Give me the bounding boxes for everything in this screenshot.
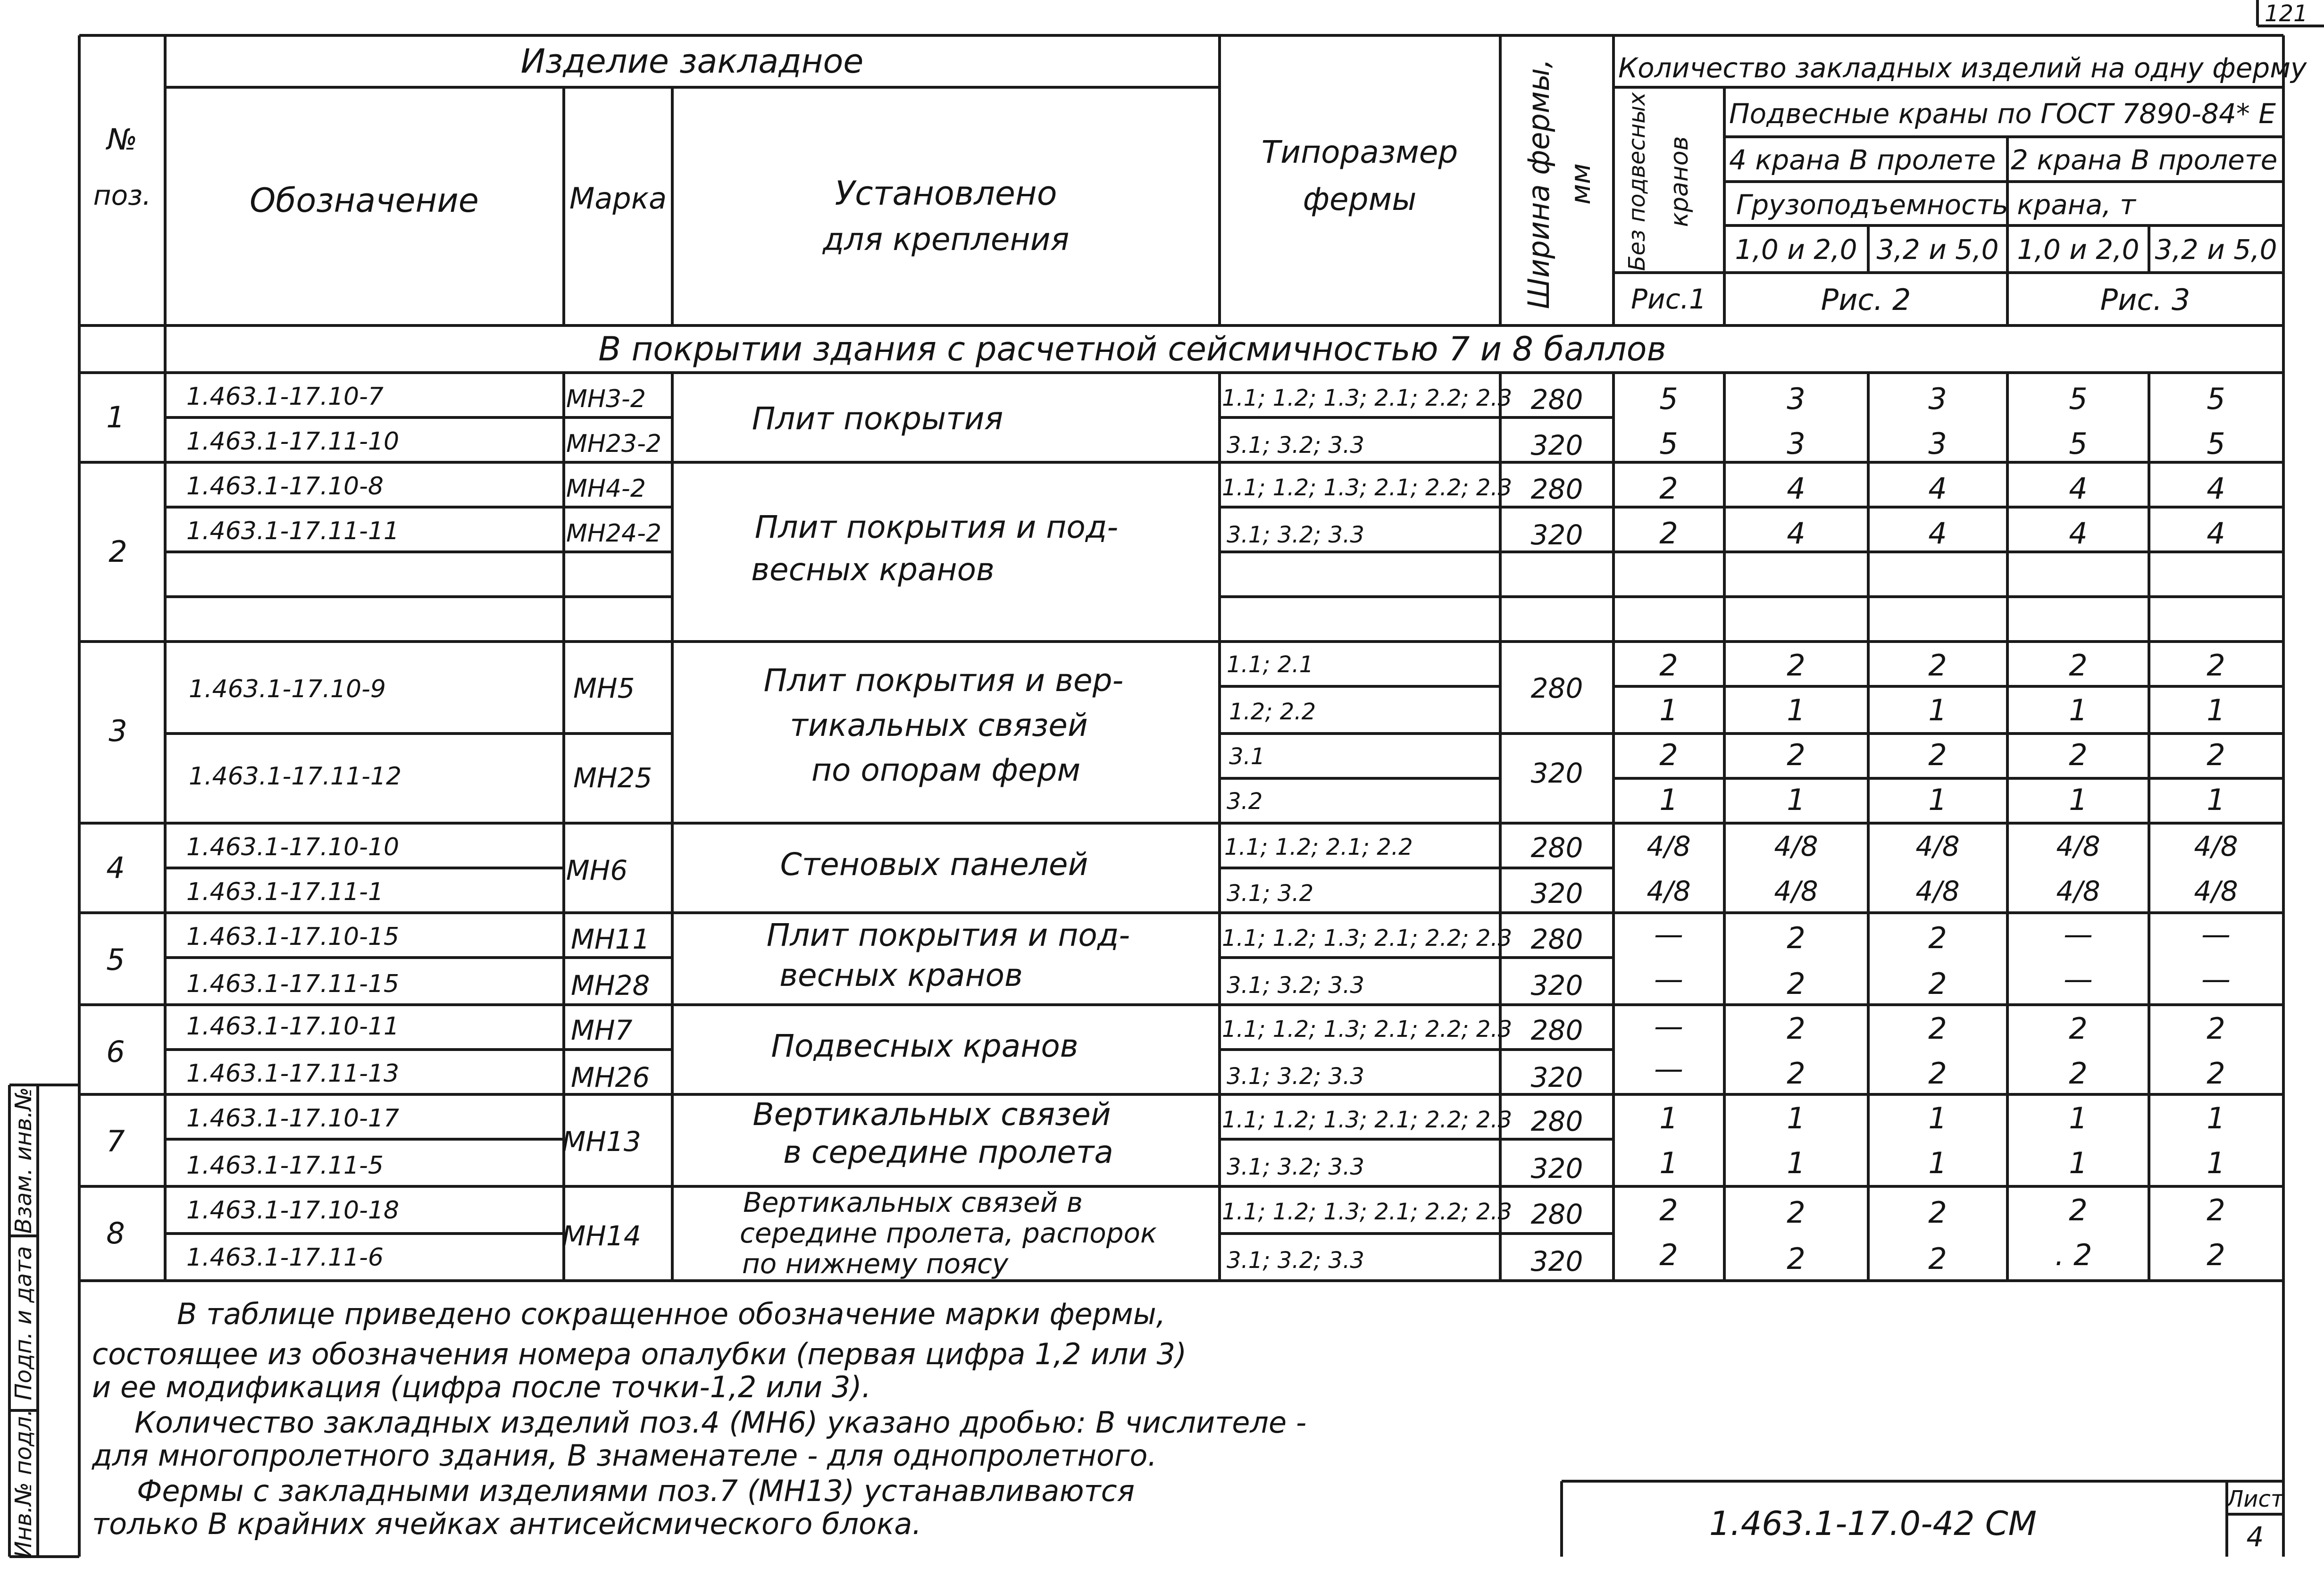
row1-line2-designation: 1.463.1-17.11-10 <box>186 427 400 456</box>
side-stamp-inv: Инв.№ подл. <box>10 1409 37 1558</box>
row1-line2-q3: 3 <box>1928 426 1947 461</box>
note-line5: для многопролетного здания, В знаменателе - для однопролетного. <box>92 1438 1157 1473</box>
row8-line2-q1: 2 <box>1659 1238 1678 1272</box>
row8-line1-q2: 2 <box>1787 1195 1806 1230</box>
row1-line2-mark: МН23-2 <box>566 430 661 458</box>
row8-line2-designation: 1.463.1-17.11-6 <box>186 1243 384 1272</box>
row4-line2-size: 3.1; 3.2 <box>1227 880 1314 907</box>
row5-line2-q4: — <box>2064 962 2093 996</box>
row2-line1-q4: 4 <box>2069 471 2088 506</box>
row5-line2-q2: 2 <box>1787 967 1806 1001</box>
row2-purpose-line1: Плит покрытия и под- <box>754 509 1119 545</box>
row5-line1-q2: 2 <box>1787 921 1806 955</box>
row1-line1-designation: 1.463.1-17.10-7 <box>186 383 384 411</box>
row6-line2-size: 3.1; 3.2; 3.3 <box>1227 1063 1364 1090</box>
row6-line2-designation: 1.463.1-17.11-13 <box>186 1059 400 1088</box>
row6-line2-q3: 2 <box>1928 1056 1947 1091</box>
row8-line1-q1: 2 <box>1659 1193 1678 1227</box>
row2-line2-q2: 4 <box>1787 516 1806 550</box>
row3-b-q1: 1 <box>1659 693 1678 727</box>
header-product-group: Изделие закладное <box>520 42 864 81</box>
header-fig2: Рис. 2 <box>1821 283 1911 317</box>
row1-line1-q2: 3 <box>1787 382 1806 416</box>
header-truss-width-line1: Ширина фермы, <box>1521 58 1556 309</box>
row1-line1-size: 1.1; 1.2; 1.3; 2.1; 2.2; 2.3 <box>1222 385 1513 411</box>
side-stamp-replace: Взам. инв.№ <box>10 1087 37 1234</box>
row7-line1-size: 1.1; 1.2; 1.3; 2.1; 2.2; 2.3 <box>1222 1107 1513 1133</box>
row5-line2-q3: 2 <box>1928 967 1947 1001</box>
row4-line2-q5: 4/8 <box>2194 875 2238 907</box>
row7-line1-q3: 1 <box>1928 1101 1947 1135</box>
row2-line1-q2: 4 <box>1787 471 1806 506</box>
row5-purpose-line1: Плит покрытия и под- <box>766 917 1130 953</box>
row3-c-q2: 2 <box>1787 738 1806 772</box>
row4-line1-q1: 4/8 <box>1647 830 1691 862</box>
row8-line1-designation: 1.463.1-17.10-18 <box>186 1196 400 1225</box>
row3-size-a: 1.1; 2.1 <box>1227 651 1314 678</box>
row5-line2-width: 320 <box>1530 969 1583 1001</box>
row5-line2-designation: 1.463.1-17.11-15 <box>186 970 400 998</box>
row6-line1-width: 280 <box>1530 1014 1583 1046</box>
row8-line2-width: 320 <box>1530 1245 1583 1277</box>
sheet-label: Лист <box>2226 1486 2284 1512</box>
row8-purpose-line3: по нижнему поясу <box>742 1248 1009 1280</box>
row5-line1-q1: — <box>1654 917 1683 951</box>
row6-line2-mark: МН26 <box>571 1061 650 1093</box>
row6-line1-q4: 2 <box>2069 1011 2088 1046</box>
row1-line1-width: 280 <box>1530 384 1583 416</box>
row5-line2-q5: — <box>2201 962 2231 996</box>
row1-line2-q2: 3 <box>1787 426 1806 461</box>
row3-d-q4: 1 <box>2069 783 2088 817</box>
section-title: В покрытии здания с расчетной сейсмичностью 7 и 8 баллов <box>598 330 1666 368</box>
row8-line1-q4: 2 <box>2069 1193 2088 1227</box>
note-line6: Фермы с закладными изделиями поз.7 (МН13) устанавливаются <box>137 1474 1135 1508</box>
row8-line1-q5: 2 <box>2207 1193 2225 1227</box>
row8-line1-q3: 2 <box>1928 1195 1947 1230</box>
row3-size-d: 3.2 <box>1227 788 1263 815</box>
row3-d-q1: 1 <box>1659 783 1678 817</box>
row3-b-q4: 1 <box>2069 693 2088 727</box>
row7-line1-q5: 1 <box>2207 1101 2225 1135</box>
row5-line1-mark: МН11 <box>571 923 650 955</box>
row1-line1-q3: 3 <box>1928 382 1947 416</box>
row7-purpose-line2: в середине пролета <box>783 1134 1113 1170</box>
row7-line2-q2: 1 <box>1787 1146 1806 1180</box>
row5-line2-q1: — <box>1654 962 1683 996</box>
row6-line2-q2: 2 <box>1787 1056 1806 1091</box>
row2-line1-q3: 4 <box>1928 471 1947 506</box>
row7-pos: 7 <box>106 1124 125 1159</box>
row6-pos: 6 <box>106 1034 125 1069</box>
row6-line2-q1: — <box>1654 1051 1683 1086</box>
row6-line1-q1: — <box>1654 1009 1683 1043</box>
row7-line2-q1: 1 <box>1659 1146 1678 1180</box>
row7-line2-designation: 1.463.1-17.11-5 <box>186 1151 384 1180</box>
row2-line1-width: 280 <box>1530 473 1583 505</box>
row7-line1-q4: 1 <box>2069 1101 2088 1135</box>
row8-line2-size: 3.1; 3.2; 3.3 <box>1227 1247 1364 1274</box>
row4-line2-q3: 4/8 <box>1915 875 1960 907</box>
row8-mark: МН14 <box>562 1220 641 1252</box>
row7-line2-size: 3.1; 3.2; 3.3 <box>1227 1154 1364 1180</box>
row3-purpose-line1: Плит покрытия и вер- <box>763 662 1124 699</box>
row6-line1-q3: 2 <box>1928 1011 1947 1046</box>
row4-line2-designation: 1.463.1-17.11-1 <box>186 878 384 906</box>
row6-line2-q5: 2 <box>2207 1056 2225 1091</box>
row5-line2-mark: МН28 <box>571 969 650 1001</box>
row4-purpose-line1: Стеновых панелей <box>780 846 1088 883</box>
row3-a-q2: 2 <box>1787 648 1806 683</box>
row5-line1-q3: 2 <box>1928 921 1947 955</box>
row3-a-q3: 2 <box>1928 648 1947 683</box>
header-num-line2: поз. <box>93 179 151 211</box>
row4-line1-q2: 4/8 <box>1774 830 1818 862</box>
row8-pos: 8 <box>106 1216 125 1251</box>
row2-line1-q1: 2 <box>1659 471 1678 506</box>
header-truss-size-line1: Типоразмер <box>1261 134 1458 170</box>
row1-line1-mark: МН3-2 <box>566 385 646 413</box>
row5-line1-designation: 1.463.1-17.10-15 <box>186 923 400 951</box>
row6-line1-q2: 2 <box>1787 1011 1806 1046</box>
row4-line1-q4: 4/8 <box>2056 830 2100 862</box>
header-fig1: Рис.1 <box>1631 283 1706 315</box>
row6-line1-mark: МН7 <box>571 1014 633 1046</box>
row3-pos: 3 <box>109 714 127 748</box>
row7-line1-width: 280 <box>1530 1105 1583 1137</box>
header-fig3: Рис. 3 <box>2100 283 2190 317</box>
row4-line2-q2: 4/8 <box>1774 875 1818 907</box>
row2-line1-q5: 4 <box>2207 471 2225 506</box>
row6-line2-width: 320 <box>1530 1061 1583 1093</box>
row1-line1-q1: 5 <box>1659 382 1678 416</box>
row1-line2-q5: 5 <box>2207 426 2225 461</box>
row4-line2-q4: 4/8 <box>2056 875 2100 907</box>
header-cap-d: 3,2 и 5,0 <box>2155 233 2277 266</box>
row2-line2-width: 320 <box>1530 519 1583 551</box>
row1-pos: 1 <box>106 400 125 434</box>
row6-line1-size: 1.1; 1.2; 1.3; 2.1; 2.2; 2.3 <box>1222 1016 1513 1042</box>
header-cap-c: 1,0 и 2,0 <box>2017 233 2140 266</box>
row3-c-q5: 2 <box>2207 738 2225 772</box>
row2-line2-q4: 4 <box>2069 516 2088 550</box>
row1-line1-q4: 5 <box>2069 382 2088 416</box>
header-designation: Обозначение <box>250 181 479 220</box>
row8-line2-q4: . 2 <box>2055 1238 2092 1272</box>
row1-line2-q1: 5 <box>1659 426 1678 461</box>
row3-c-q1: 2 <box>1659 738 1678 772</box>
row4-pos: 4 <box>106 851 125 885</box>
row3-d-q5: 1 <box>2207 783 2225 817</box>
row5-purpose-line2: весных кранов <box>779 957 1023 993</box>
row1-line2-width: 320 <box>1530 429 1583 461</box>
row4-line2-q1: 4/8 <box>1647 875 1691 907</box>
row2-line2-designation: 1.463.1-17.11-11 <box>186 517 400 545</box>
row7-line1-q2: 1 <box>1787 1101 1806 1135</box>
row8-purpose-line1: Вертикальных связей в <box>743 1186 1083 1218</box>
header-truss-size-line2: фермы <box>1303 181 1417 217</box>
header-two-cranes: 2 крана В пролете <box>2011 144 2278 176</box>
header-installed-line1: Установлено <box>835 174 1057 213</box>
header-capacity: Грузоподъемность крана, т <box>1736 189 2136 221</box>
row2-purpose-line2: весных кранов <box>751 551 995 588</box>
row3-line2-designation: 1.463.1-17.11-12 <box>189 762 402 791</box>
row8-line2-q5: 2 <box>2207 1238 2225 1272</box>
row4-line2-width: 320 <box>1530 877 1583 909</box>
row3-line1-designation: 1.463.1-17.10-9 <box>189 675 386 703</box>
row3-c-q3: 2 <box>1928 738 1947 772</box>
row3-size-b: 1.2; 2.2 <box>1229 699 1316 725</box>
row7-purpose-line1: Вертикальных связей <box>752 1096 1111 1133</box>
row6-line1-q5: 2 <box>2207 1011 2225 1046</box>
row8-line1-size: 1.1; 1.2; 1.3; 2.1; 2.2; 2.3 <box>1222 1199 1513 1225</box>
row3-b-q5: 1 <box>2207 693 2225 727</box>
row2-line2-size: 3.1; 3.2; 3.3 <box>1227 522 1364 548</box>
row3-a-q1: 2 <box>1659 648 1678 683</box>
row4-line1-size: 1.1; 1.2; 2.1; 2.2 <box>1224 834 1413 860</box>
row6-line1-designation: 1.463.1-17.10-11 <box>186 1012 400 1041</box>
row7-line2-q4: 1 <box>2069 1146 2088 1180</box>
row2-line2-q1: 2 <box>1659 516 1678 550</box>
header-installed-line2: для крепления <box>822 221 1070 258</box>
header-no-cranes-line2: кранов <box>1665 136 1694 227</box>
row3-b-q3: 1 <box>1928 693 1947 727</box>
row8-line1-width: 280 <box>1530 1198 1583 1230</box>
note-line3: и ее модификация (цифра после точки-1,2 или 3). <box>92 1370 871 1404</box>
row4-line1-designation: 1.463.1-17.10-10 <box>186 833 400 861</box>
row6-line2-q4: 2 <box>2069 1056 2088 1091</box>
row7-line2-q3: 1 <box>1928 1146 1947 1180</box>
row4-line1-width: 280 <box>1530 832 1583 864</box>
row3-size-c: 3.1 <box>1229 743 1265 770</box>
header-no-cranes-line1: Без подвесных <box>1624 92 1650 271</box>
row7-line1-q1: 1 <box>1659 1101 1678 1135</box>
row3-c-q4: 2 <box>2069 738 2088 772</box>
row4-line1-q3: 4/8 <box>1915 830 1960 862</box>
header-cranes-gost: Подвесные краны по ГОСТ 7890-84* Е <box>1729 98 2276 130</box>
row3-b-q2: 1 <box>1787 693 1806 727</box>
row4-mark: МН6 <box>566 854 628 886</box>
header-four-cranes: 4 крана В пролете <box>1729 144 1996 176</box>
row3-purpose-line3: по опорам ферм <box>811 752 1081 788</box>
row5-pos: 5 <box>106 942 125 977</box>
header-mark: Марка <box>569 181 667 216</box>
row2-line1-size: 1.1; 1.2; 1.3; 2.1; 2.2; 2.3 <box>1222 475 1513 501</box>
row5-line2-size: 3.1; 3.2; 3.3 <box>1227 972 1364 999</box>
row7-line1-designation: 1.463.1-17.10-17 <box>186 1104 400 1133</box>
row3-d-q3: 1 <box>1928 783 1947 817</box>
row2-line2-q3: 4 <box>1928 516 1947 550</box>
row1-line2-q4: 5 <box>2069 426 2088 461</box>
row1-purpose-line1: Плит покрытия <box>752 400 1003 437</box>
row5-line1-width: 280 <box>1530 923 1583 955</box>
row3-a-q4: 2 <box>2069 648 2088 683</box>
row5-line1-size: 1.1; 1.2; 1.3; 2.1; 2.2; 2.3 <box>1222 925 1513 951</box>
row2-pos: 2 <box>109 534 127 569</box>
row1-line2-size: 3.1; 3.2; 3.3 <box>1227 432 1364 459</box>
note-line1: В таблице приведено сокращенное обозначение марки фермы, <box>177 1297 1166 1331</box>
row2-line2-mark: МН24-2 <box>566 519 661 548</box>
row6-purpose-line1: Подвесных кранов <box>771 1028 1078 1064</box>
header-num-line1: № <box>107 122 138 157</box>
row8-line2-q3: 2 <box>1928 1242 1947 1276</box>
row1-line1-q5: 5 <box>2207 382 2225 416</box>
document-code: 1.463.1-17.0-42 СМ <box>1709 1504 2037 1543</box>
side-stamp-sign: Подп. и дата <box>10 1246 37 1401</box>
note-line4: Количество закладных изделий поз.4 (МН6) указано дробью: В числителе - <box>134 1405 1307 1440</box>
header-truss-width-line2: мм <box>1564 163 1597 205</box>
note-line2: состоящее из обозначения номера опалубки (первая цифра 1,2 или 3) <box>92 1337 1187 1371</box>
row7-line2-width: 320 <box>1530 1152 1583 1184</box>
row2-line1-designation: 1.463.1-17.10-8 <box>186 472 384 500</box>
row3-purpose-line2: тикальных связей <box>790 707 1088 743</box>
row3-line2-width: 320 <box>1530 757 1583 789</box>
sheet-number: 4 <box>2246 1521 2264 1553</box>
row2-line1-mark: МН4-2 <box>566 475 646 503</box>
row3-line1-width: 280 <box>1530 672 1583 704</box>
row5-line1-q5: — <box>2201 917 2231 951</box>
row7-mark: МН13 <box>562 1126 641 1158</box>
header-cap-b: 3,2 и 5,0 <box>1876 233 1999 266</box>
row8-line2-q2: 2 <box>1787 1242 1806 1276</box>
note-line7: только В крайних ячейках антисейсмического блока. <box>92 1507 922 1541</box>
row4-line1-q5: 4/8 <box>2194 830 2238 862</box>
row5-line1-q4: — <box>2064 917 2093 951</box>
row2-line2-q5: 4 <box>2207 516 2225 550</box>
header-quantity-group: Количество закладных изделий на одну ферму <box>1618 52 2307 84</box>
row3-line2-mark: МН25 <box>573 762 652 794</box>
row3-line1-mark: МН5 <box>573 672 635 704</box>
row8-purpose-line2: середине пролета, распорок <box>739 1217 1157 1249</box>
row3-a-q5: 2 <box>2207 648 2225 683</box>
row7-line2-q5: 1 <box>2207 1146 2225 1180</box>
header-cap-a: 1,0 и 2,0 <box>1735 233 1857 266</box>
corner-sheet-mark: 121 <box>2265 0 2308 27</box>
row3-d-q2: 1 <box>1787 783 1806 817</box>
